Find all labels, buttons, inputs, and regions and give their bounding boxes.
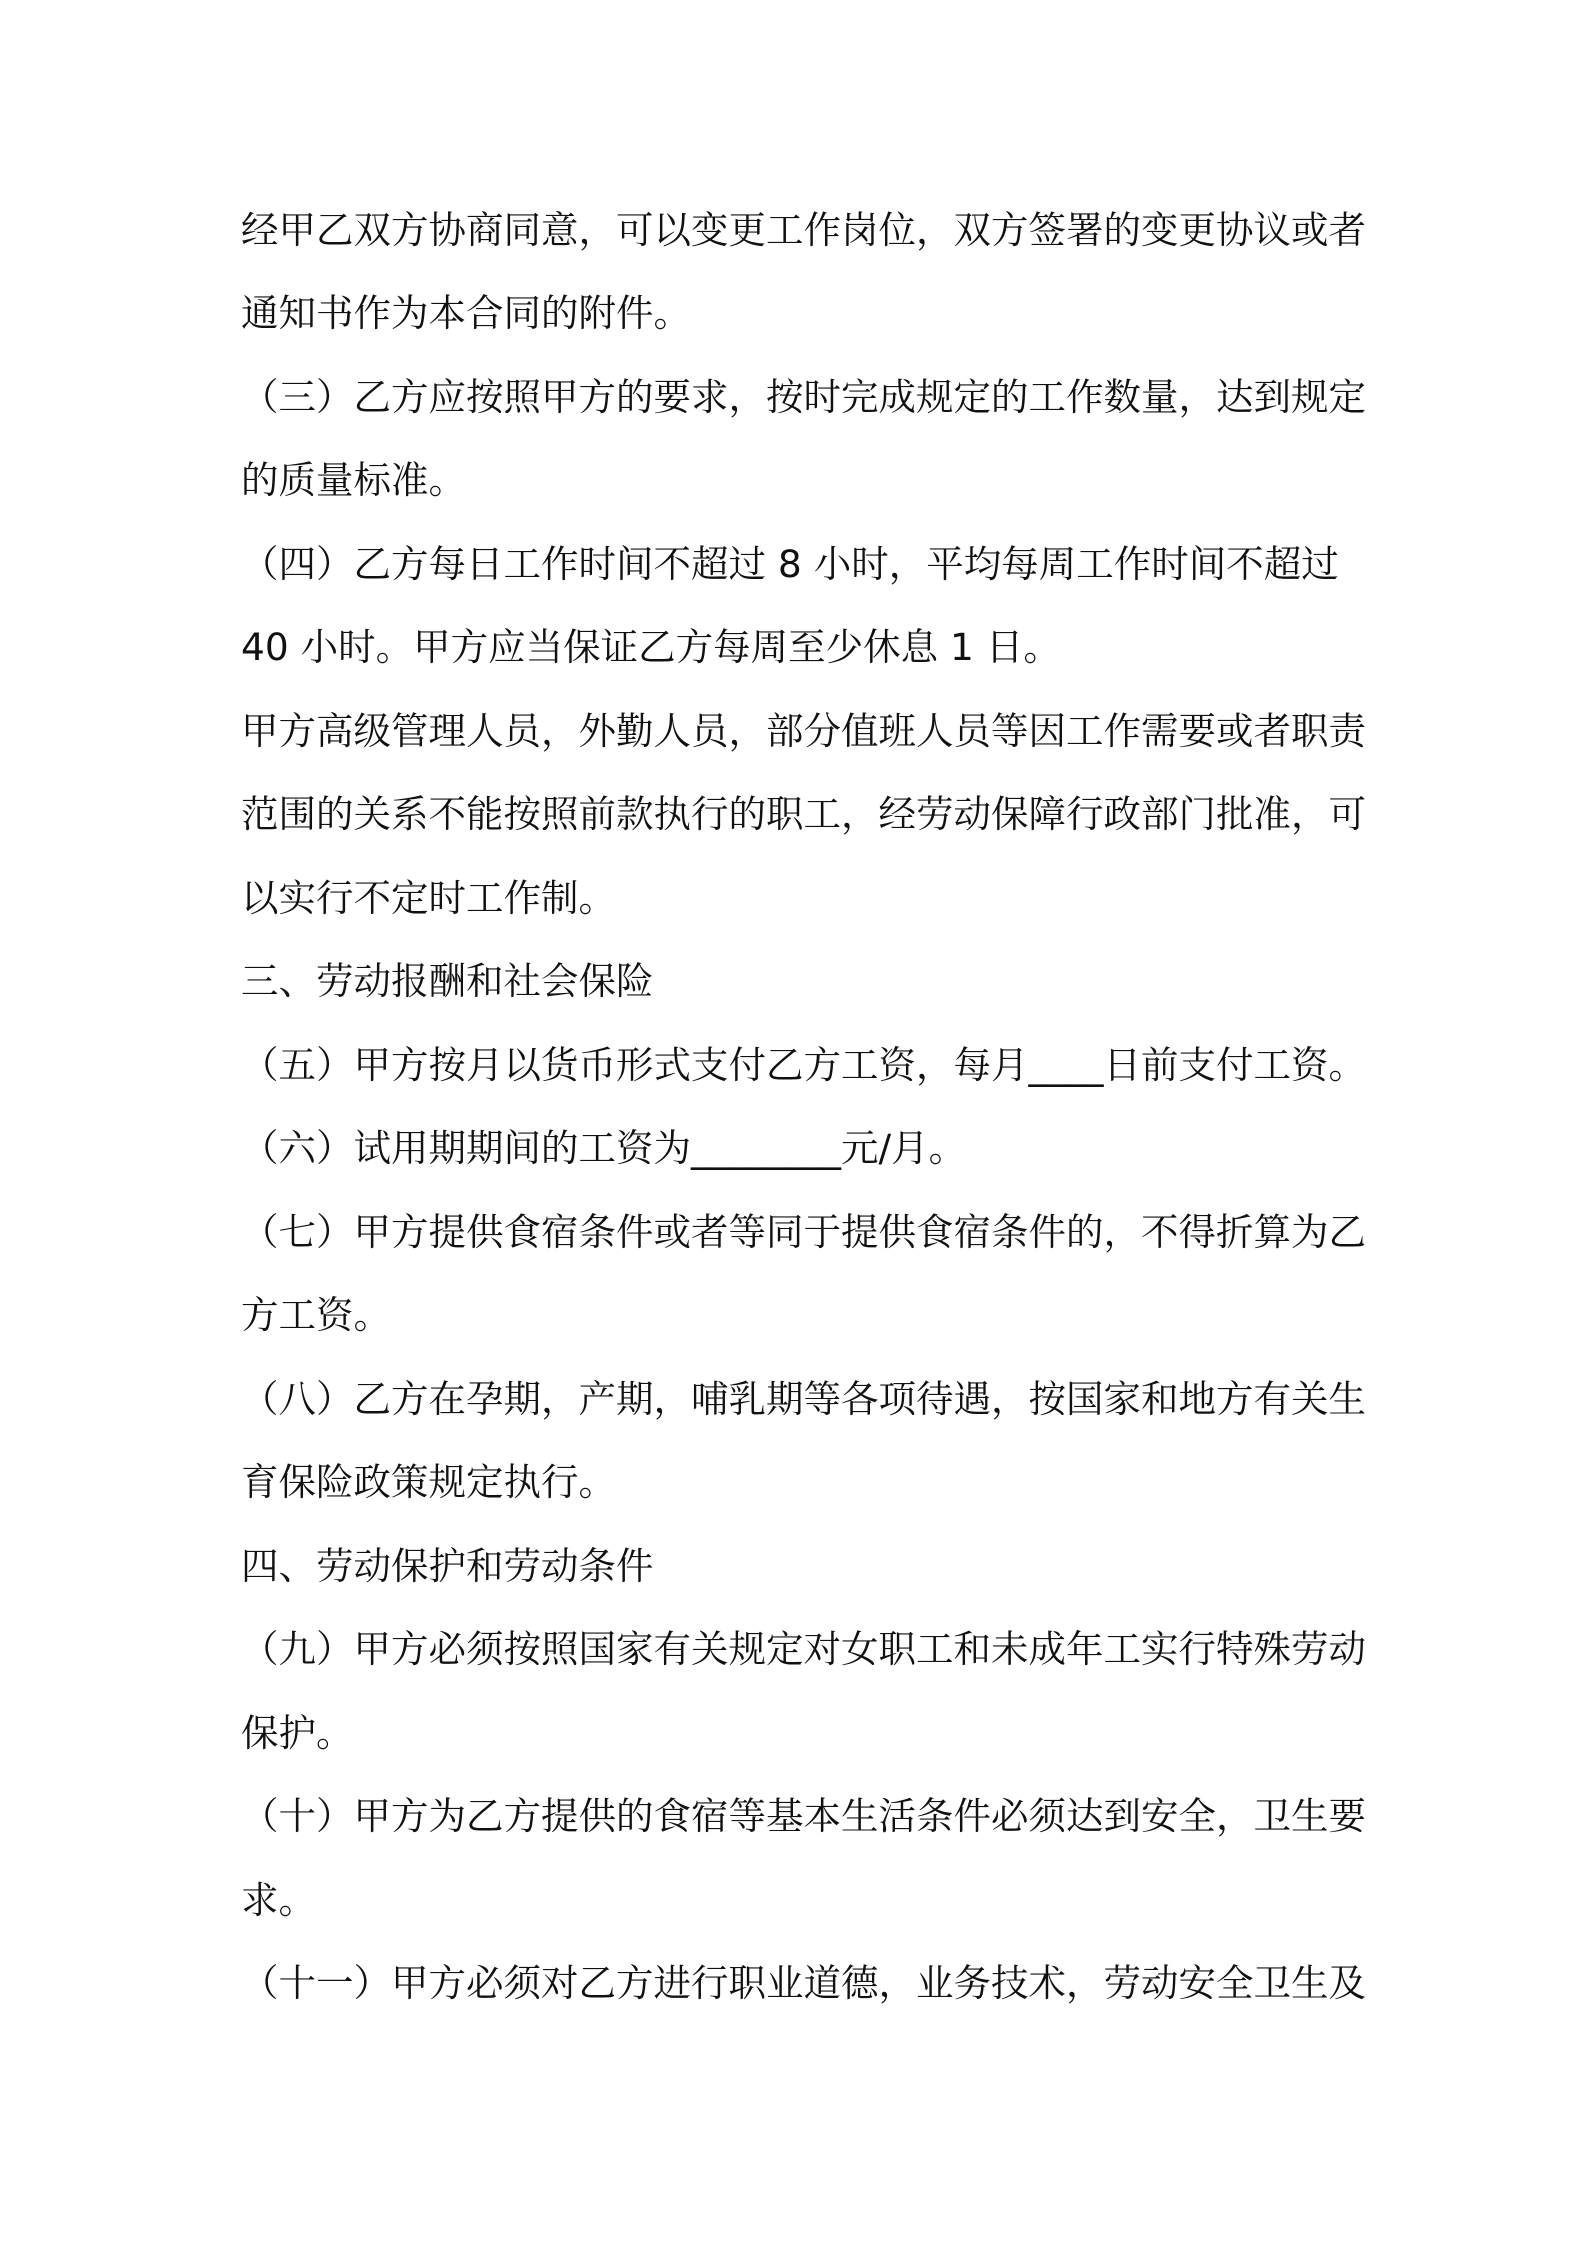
clause-8-line-2: 育保险政策规定执行。: [241, 1460, 616, 1504]
clause-5: （五）甲方按月以货币形式支付乙方工资，每月____日前支付工资。: [241, 1043, 1366, 1087]
paragraph-line-3: 以实行不定时工作制。: [241, 876, 616, 920]
clause-7-line-1: （七）甲方提供食宿条件或者等同于提供食宿条件的，不得折算为乙: [241, 1210, 1366, 1254]
clause-4-line-1: （四）乙方每日工作时间不超过 8 小时，平均每周工作时间不超过: [241, 542, 1339, 586]
clause-3-line-2: 的质量标准。: [241, 458, 466, 502]
clause-9-line-2: 保护。: [241, 1711, 354, 1755]
paragraph-line-1: 甲方高级管理人员，外勤人员，部分值班人员等因工作需要或者职责: [241, 709, 1366, 753]
section-heading-3: 三、劳动报酬和社会保险: [241, 959, 654, 1003]
clause-3-line-1: （三）乙方应按照甲方的要求，按时完成规定的工作数量，达到规定: [241, 375, 1366, 419]
clause-8-line-1: （八）乙方在孕期，产期，哺乳期等各项待遇，按国家和地方有关生: [241, 1377, 1366, 1421]
clause-9-line-1: （九）甲方必须按照国家有关规定对女职工和未成年工实行特殊劳动: [241, 1627, 1366, 1671]
clause-7-line-2: 方工资。: [241, 1293, 391, 1337]
section-heading-4: 四、劳动保护和劳动条件: [241, 1544, 654, 1588]
clause-6: （六）试用期期间的工资为________元/月。: [241, 1126, 967, 1170]
clause-11-line-1: （十一）甲方必须对乙方进行职业道德，业务技术，劳动安全卫生及: [241, 1961, 1366, 2005]
text-line-2: 通知书作为本合同的附件。: [241, 291, 691, 335]
clause-4-line-2: 40 小时。甲方应当保证乙方每周至少休息 1 日。: [241, 625, 1061, 669]
clause-10-line-1: （十）甲方为乙方提供的食宿等基本生活条件必须达到安全，卫生要: [241, 1794, 1366, 1838]
text-line-1: 经甲乙双方协商同意，可以变更工作岗位，双方签署的变更协议或者: [241, 208, 1366, 252]
paragraph-line-2: 范围的关系不能按照前款执行的职工，经劳动保障行政部门批准，可: [241, 792, 1366, 836]
clause-10-line-2: 求。: [241, 1878, 316, 1922]
